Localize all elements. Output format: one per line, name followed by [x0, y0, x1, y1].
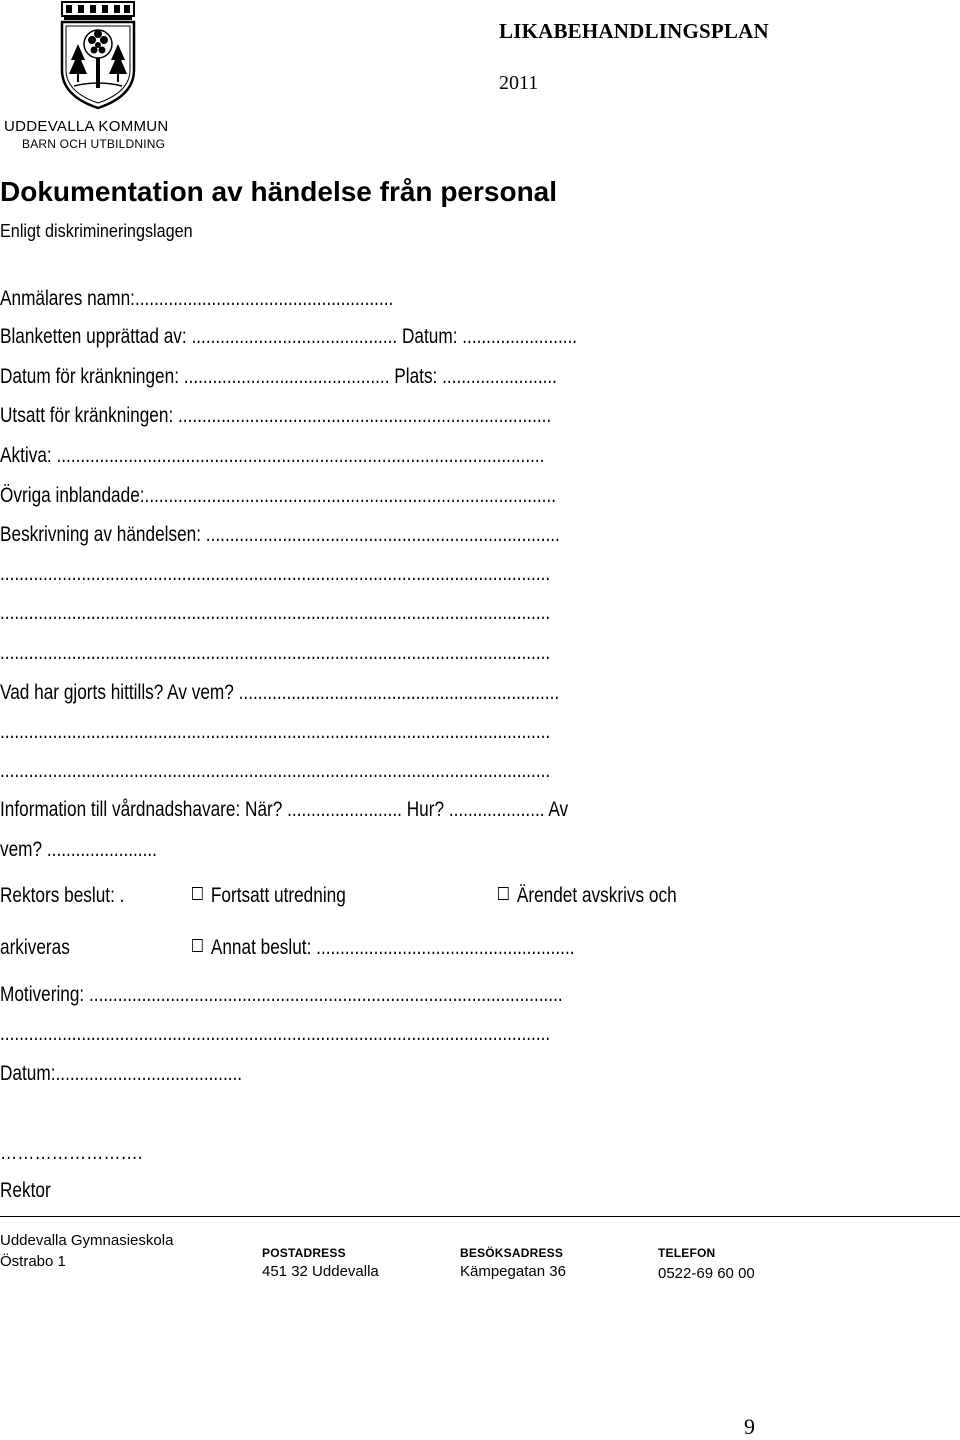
form-title: Dokumentation av händelse från personal [0, 176, 558, 207]
form-subtitle: Enligt diskrimineringslagen [0, 221, 193, 241]
actions-taken-line: Vad har gjorts hittills? Av vem? ................................................................... [0, 681, 560, 704]
description-line: Beskrivning av händelsen: .......................................................................... [0, 523, 560, 546]
org-department: BARN OCH UTBILDNING [22, 137, 166, 151]
motivation-cont-line: ................................................................................................................... [0, 1022, 551, 1045]
description-cont-line-2: ................................................................................................................... [0, 601, 551, 624]
archived-text: arkiveras [0, 936, 70, 959]
reporter-name-line: Anmälares namn:...................................................... [0, 287, 394, 310]
option-close-label: Ärendet avskrivs och [516, 884, 677, 907]
footer-school-name: Uddevalla Gymnasieskola [0, 1232, 174, 1249]
active-parties-line: Aktiva: ...................................................................................................... [0, 444, 545, 467]
continue-checkbox[interactable] [192, 887, 203, 900]
guardian-info-line: Information till vårdnadshavare: När? ........................ Hur? .................... Av [0, 798, 569, 821]
option-other[interactable] [192, 935, 575, 961]
signature-role: Rektor [0, 1179, 51, 1202]
coat-of-arms-logo [56, 0, 140, 110]
org-name: UDDEVALLA KOMMUN [4, 118, 169, 135]
footer-visit-value: Kämpegatan 36 [460, 1263, 566, 1280]
footer-postal-value: 451 32 Uddevalla [262, 1263, 379, 1280]
document-year: 2011 [499, 72, 539, 94]
footer-divider [0, 1216, 960, 1217]
close-checkbox[interactable] [498, 887, 509, 900]
option-continue-label: Fortsatt utredning [210, 884, 346, 907]
date-line: Datum:....................................... [0, 1062, 243, 1085]
created-by-line: Blanketten upprättad av: ........................................... Datum: ........................ [0, 325, 578, 348]
description-cont-line-1: ................................................................................................................... [0, 562, 551, 585]
document-title: LIKABEHANDLINGSPLAN [499, 19, 769, 43]
actions-cont-line-1: ................................................................................................................... [0, 720, 551, 743]
guardian-info-cont-line: vem? ....................... [0, 838, 157, 861]
footer-postal-label: POSTADRESS [262, 1246, 346, 1260]
option-close[interactable] [498, 883, 677, 909]
motivation-line: Motivering: ................................................................................................... [0, 983, 563, 1006]
footer-phone-label: TELEFON [658, 1246, 716, 1260]
victim-line: Utsatt för kränkningen: .............................................................................. [0, 404, 552, 427]
description-cont-line-3: ................................................................................................................... [0, 641, 551, 664]
decision-label: Rektors beslut: . [0, 884, 125, 907]
others-involved-line: Övriga inblandade:...................................................................................... [0, 484, 557, 507]
footer-phone-value: 0522-69 60 00 [658, 1265, 755, 1282]
actions-cont-line-2: ................................................................................................................... [0, 759, 551, 782]
footer-street: Östrabo 1 [0, 1253, 66, 1270]
option-continue[interactable] [192, 883, 346, 909]
other-checkbox[interactable] [192, 939, 203, 952]
page-number: 9 [744, 1414, 755, 1439]
signature-line: ……………………. [0, 1141, 143, 1164]
option-other-label: Annat beslut: ...................................................... [210, 936, 575, 959]
footer-visit-label: BESÖKSADRESS [460, 1246, 564, 1260]
incident-date-line: Datum för kränkningen: ........................................... Plats: ........................ [0, 365, 557, 388]
